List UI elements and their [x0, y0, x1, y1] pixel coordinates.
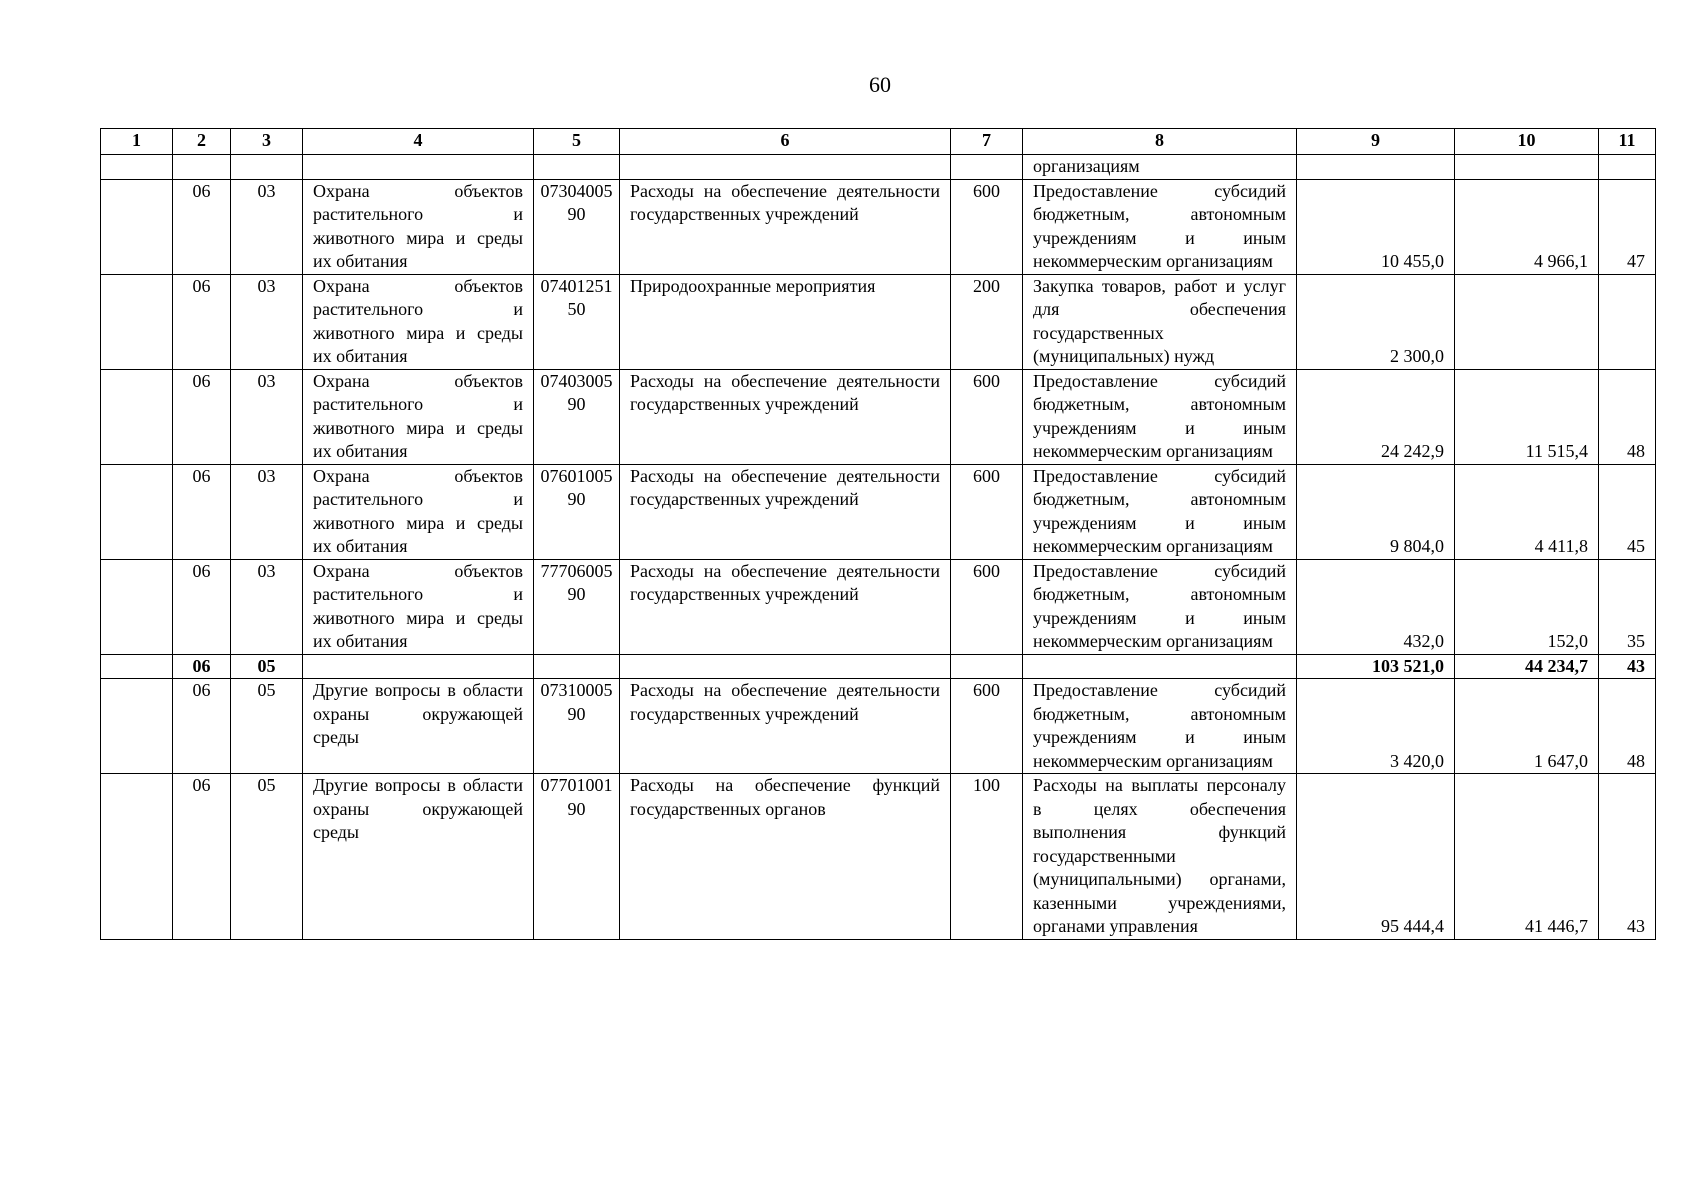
cell [620, 155, 951, 180]
cell-subsection-name: Другие вопросы в области охраны окружающей среды [303, 679, 534, 774]
cell [101, 369, 173, 464]
cell-actual: 4 966,1 [1455, 179, 1599, 274]
cell-target-code: 0760100590 [534, 464, 620, 559]
cell-subsection-name: Охрана объектов растительного и животного мира и среды их обитания [303, 559, 534, 654]
cell-plan: 24 242,9 [1297, 369, 1455, 464]
table-row [101, 464, 1656, 559]
cell-subsection-name: Другие вопросы в области охраны окружающей среды [303, 774, 534, 940]
cell [1599, 155, 1656, 180]
cell [101, 559, 173, 654]
cell-expense-code: 200 [951, 274, 1023, 369]
header-cell: 10 [1455, 129, 1599, 155]
cell-expense-type: Предоставление субсидий бюджетным, автономным учреждениям и иным некоммерческим организациям [1023, 369, 1297, 464]
cell-plan: 2 300,0 [1297, 274, 1455, 369]
cell [951, 155, 1023, 180]
header-cell: 3 [231, 129, 303, 155]
cell-subsection: 03 [231, 179, 303, 274]
cell-target-name: Расходы на обеспечение деятельности государственных учреждений [620, 464, 951, 559]
cell-percent: 35 [1599, 559, 1656, 654]
cell-target-code: 7770600590 [534, 559, 620, 654]
cell-target-name: Расходы на обеспечение деятельности государственных учреждений [620, 369, 951, 464]
cell-target-name: Расходы на обеспечение деятельности государственных учреждений [620, 679, 951, 774]
cell-percent [1599, 274, 1656, 369]
continuation-row [101, 155, 1656, 180]
header-cell: 11 [1599, 129, 1656, 155]
header-row [101, 129, 1656, 155]
cell [951, 654, 1023, 679]
cell-expense-code: 600 [951, 369, 1023, 464]
table-row [101, 559, 1656, 654]
cell-percent: 48 [1599, 369, 1656, 464]
cell-plan: 10 455,0 [1297, 179, 1455, 274]
cell [1297, 155, 1455, 180]
table-row [101, 369, 1656, 464]
cell [101, 774, 173, 940]
cell-target-name: Расходы на обеспечение деятельности государственных учреждений [620, 179, 951, 274]
cell-expense-type: Предоставление субсидий бюджетным, автономным учреждениям и иным некоммерческим организациям [1023, 464, 1297, 559]
cell-expense-code: 600 [951, 464, 1023, 559]
cell-subsection-name: Охрана объектов растительного и животного мира и среды их обитания [303, 369, 534, 464]
header-cell: 7 [951, 129, 1023, 155]
cell [101, 179, 173, 274]
cell-plan: 95 444,4 [1297, 774, 1455, 940]
cell-expense-code: 600 [951, 179, 1023, 274]
cell-subsection: 05 [231, 654, 303, 679]
header-cell: 6 [620, 129, 951, 155]
cell-actual: 41 446,7 [1455, 774, 1599, 940]
header-cell: 9 [1297, 129, 1455, 155]
cell [101, 274, 173, 369]
cell-subsection: 03 [231, 559, 303, 654]
table-row [101, 274, 1656, 369]
cell-expense-type: Предоставление субсидий бюджетным, автономным учреждениям и иным некоммерческим организациям [1023, 179, 1297, 274]
cell-target-code: 0731000590 [534, 679, 620, 774]
cell-section: 06 [173, 679, 231, 774]
cell-expense-code: 600 [951, 559, 1023, 654]
cell [1455, 155, 1599, 180]
cell-percent: 43 [1599, 654, 1656, 679]
cell-actual: 1 647,0 [1455, 679, 1599, 774]
cell [173, 155, 231, 180]
cell-subsection: 03 [231, 369, 303, 464]
cell [101, 155, 173, 180]
cell-plan: 3 420,0 [1297, 679, 1455, 774]
cell-target-code: 0770100190 [534, 774, 620, 940]
cell [101, 464, 173, 559]
cell-target-name: Природоохранные мероприятия [620, 274, 951, 369]
table-row [101, 774, 1656, 940]
table-row [101, 679, 1656, 774]
cell-section: 06 [173, 179, 231, 274]
cell-actual: 4 411,8 [1455, 464, 1599, 559]
budget-table [100, 128, 1656, 940]
cell-plan: 103 521,0 [1297, 654, 1455, 679]
cell [303, 654, 534, 679]
cell-expense-code: 600 [951, 679, 1023, 774]
header-cell: 8 [1023, 129, 1297, 155]
cell-expense-code: 100 [951, 774, 1023, 940]
cell-subsection-name: Охрана объектов растительного и животного мира и среды их обитания [303, 274, 534, 369]
cell-expense-type: Предоставление субсидий бюджетным, автономным учреждениям и иным некоммерческим организациям [1023, 679, 1297, 774]
cell-section: 06 [173, 274, 231, 369]
cell [620, 654, 951, 679]
cell-percent: 43 [1599, 774, 1656, 940]
cell-percent: 45 [1599, 464, 1656, 559]
cell-target-code: 0730400590 [534, 179, 620, 274]
cell-target-name: Расходы на обеспечение функций государственных органов [620, 774, 951, 940]
cell-subsection-name: Охрана объектов растительного и животного мира и среды их обитания [303, 179, 534, 274]
cell-subsection-name: Охрана объектов растительного и животного мира и среды их обитания [303, 464, 534, 559]
header-cell: 1 [101, 129, 173, 155]
cell-expense-type: организациям [1023, 155, 1297, 180]
header-cell: 5 [534, 129, 620, 155]
cell-actual: 44 234,7 [1455, 654, 1599, 679]
subtotal-row [101, 654, 1656, 679]
cell-section: 06 [173, 369, 231, 464]
cell [303, 155, 534, 180]
header-cell: 2 [173, 129, 231, 155]
cell-expense-type: Предоставление субсидий бюджетным, автономным учреждениям и иным некоммерческим организациям [1023, 559, 1297, 654]
cell [534, 155, 620, 180]
cell-actual [1455, 274, 1599, 369]
cell-subsection: 03 [231, 274, 303, 369]
header-cell: 4 [303, 129, 534, 155]
cell-section: 06 [173, 654, 231, 679]
cell-plan: 9 804,0 [1297, 464, 1455, 559]
cell-percent: 48 [1599, 679, 1656, 774]
cell-expense-type: Закупка товаров, работ и услуг для обеспечения государственных (муниципальных) нужд [1023, 274, 1297, 369]
cell-actual: 11 515,4 [1455, 369, 1599, 464]
cell [534, 654, 620, 679]
cell-target-name: Расходы на обеспечение деятельности государственных учреждений [620, 559, 951, 654]
cell-expense-type: Расходы на выплаты персоналу в целях обеспечения выполнения функций государственными (муниципальными) органами, казенными учреждениями, органами управления [1023, 774, 1297, 940]
cell-percent: 47 [1599, 179, 1656, 274]
cell-subsection: 05 [231, 774, 303, 940]
cell-section: 06 [173, 559, 231, 654]
page-number: 60 [869, 72, 891, 97]
cell-subsection: 05 [231, 679, 303, 774]
cell-subsection: 03 [231, 464, 303, 559]
cell-section: 06 [173, 464, 231, 559]
cell [1023, 654, 1297, 679]
table-row [101, 179, 1656, 274]
cell-target-code: 0740125150 [534, 274, 620, 369]
cell-target-code: 0740300590 [534, 369, 620, 464]
cell [101, 679, 173, 774]
cell [231, 155, 303, 180]
cell [101, 654, 173, 679]
cell-section: 06 [173, 774, 231, 940]
cell-actual: 152,0 [1455, 559, 1599, 654]
cell-plan: 432,0 [1297, 559, 1455, 654]
